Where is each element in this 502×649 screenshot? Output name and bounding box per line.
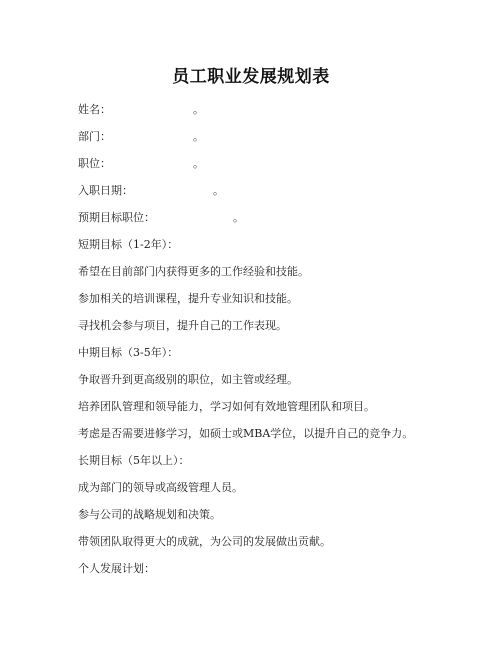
- long-term-item: 参与公司的战略规划和决策。: [78, 508, 221, 521]
- document-title: 员工职业发展规划表: [172, 67, 330, 87]
- field-department-end: 。: [193, 130, 204, 143]
- field-name-label: 姓名：: [78, 103, 111, 116]
- short-term-item: 希望在目前部门内获得更多的工作经验和技能。: [78, 265, 309, 278]
- field-position: [78, 150, 438, 177]
- long-term-heading: 长期目标（5年以上）：: [78, 454, 190, 467]
- field-start-date-label: 入职日期：: [78, 184, 133, 197]
- mid-term-item: 考虑是否需要进修学习，如硕士或MBA学位，以提升自己的竞争力。: [78, 427, 414, 440]
- field-target-position: [78, 204, 438, 231]
- mid-term-item: 争取晋升到更高级别的职位，如主管或经理。: [78, 373, 298, 386]
- mid-term-heading: 中期目标（3-5年）：: [78, 346, 179, 359]
- mid-term-item: 培养团队管理和领导能力，学习如何有效地管理团队和项目。: [78, 400, 375, 413]
- field-target-position-label: 预期目标职位：: [78, 211, 155, 224]
- short-term-item: 参加相关的培训课程，提升专业知识和技能。: [78, 292, 298, 305]
- short-term-heading: 短期目标（1-2年）：: [78, 238, 179, 251]
- field-start-date-end: 。: [213, 184, 224, 197]
- field-start-date: [78, 177, 438, 204]
- short-term-item: 寻找机会参与项目，提升自己的工作表现。: [78, 319, 287, 332]
- field-name-end: 。: [193, 103, 204, 116]
- long-term-item: 带领团队取得更大的成就，为公司的发展做出贡献。: [78, 535, 331, 548]
- field-department: [78, 123, 438, 150]
- field-position-end: 。: [193, 157, 204, 170]
- field-department-label: 部门：: [78, 130, 111, 143]
- long-term-item: 成为部门的领导或高级管理人员。: [78, 481, 243, 494]
- field-target-position-end: 。: [233, 211, 244, 224]
- personal-plan-heading: 个人发展计划：: [78, 562, 155, 575]
- document-body: [78, 96, 438, 582]
- field-name: [78, 96, 438, 123]
- field-position-label: 职位：: [78, 157, 111, 170]
